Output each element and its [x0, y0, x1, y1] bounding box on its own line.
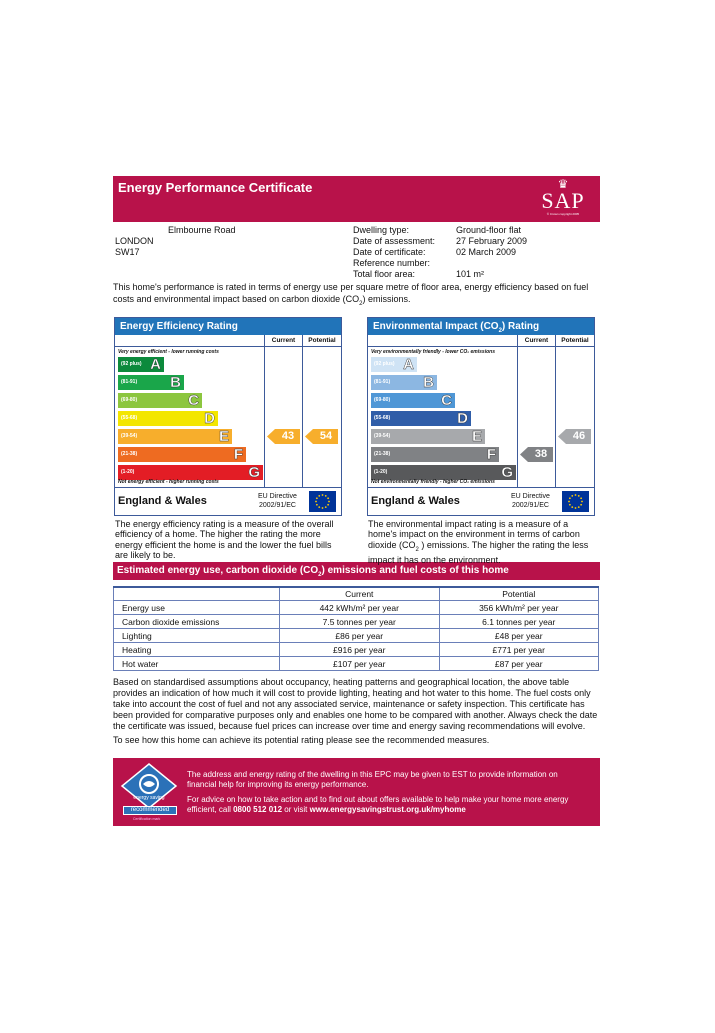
- intro-text-part2: ) emissions.: [362, 294, 411, 304]
- ee-band-range: (55-68): [121, 414, 138, 421]
- ee-description: The energy efficiency rating is a measure of the overall efficiency of a home. The higher the rating the more energy efficient the home is and the lower the fuel bills are likely to be.: [115, 518, 334, 561]
- est-or-visit: or visit: [284, 805, 308, 815]
- est-footer-line1: The address and energy rating of the dwelling in this EPC may be given to EST to provide information on financial help for improving its energy performance.: [187, 770, 558, 790]
- ei-band-b: [371, 375, 437, 390]
- table-row: [114, 601, 599, 615]
- ei-band-letter: E: [471, 427, 482, 445]
- ei-band-d: [371, 411, 471, 426]
- ei-band-range: (92 plus): [374, 360, 395, 367]
- address-street: Elmbourne Road: [168, 225, 236, 235]
- ei-description: [368, 519, 596, 566]
- ei-band-range: (69-80): [374, 396, 391, 403]
- meta-value-dwelling: Ground-floor flat: [456, 225, 522, 235]
- ee-band-letter: E: [218, 427, 229, 445]
- ei-current-pointer-value: 38: [534, 447, 548, 460]
- ee-band-letter: A: [150, 355, 161, 373]
- ei-title-part1: Environmental Impact (CO: [373, 320, 499, 332]
- table-row-potential: £87 per year: [439, 657, 599, 671]
- ee-band-e: [118, 429, 232, 444]
- address-postcode: SW17: [115, 247, 140, 257]
- ei-chart-body: [368, 335, 594, 487]
- ei-chart-footer: [368, 487, 594, 515]
- table-header-potential: Potential: [439, 587, 599, 601]
- ee-band-letter: G: [248, 463, 260, 481]
- ei-potential-pointer-value: 46: [572, 429, 586, 442]
- ee-directive-code: 2002/91/EC: [258, 501, 296, 509]
- table-header-row: [114, 587, 599, 601]
- table-row-current: 7.5 tonnes per year: [280, 615, 440, 629]
- potential-note: To see how this home can achieve its potential rating please see the recommended measures.: [113, 735, 490, 746]
- ei-band-range: (1-20): [374, 468, 388, 475]
- ee-band-a: [118, 357, 164, 372]
- table-row-current: £916 per year: [280, 643, 440, 657]
- page-title: Energy Performance Certificate: [118, 180, 313, 195]
- ee-potential-pointer-value: 54: [319, 429, 333, 442]
- ei-directive-code: 2002/91/EC: [511, 501, 549, 509]
- address-block: [113, 222, 600, 278]
- ee-region: England & Wales: [118, 494, 207, 507]
- ei-band-e: [371, 429, 485, 444]
- estimated-table: [113, 586, 599, 672]
- table-header-current: Current: [280, 587, 440, 601]
- table-row-label: Lighting: [114, 629, 280, 643]
- ei-band-range: (39-54): [374, 432, 391, 439]
- ei-col-blank: [368, 335, 517, 347]
- sap-logo: [532, 178, 594, 220]
- table-header-blank: [114, 587, 280, 601]
- ei-band-letter: A: [403, 355, 414, 373]
- est-title-sub: 2: [318, 571, 322, 578]
- meta-label-floor-area: Total floor area:: [353, 269, 416, 279]
- est-phone-number[interactable]: 0800 512 012: [233, 805, 283, 815]
- est-footer-line2-text: For advice on how to take action and to find out about offers available to help make your home more energy efficient, call: [187, 795, 569, 815]
- ei-band-f: [371, 447, 499, 462]
- ee-band-letter: F: [233, 445, 243, 463]
- ee-band-f: [118, 447, 246, 462]
- assumptions-paragraph: Based on standardised assumptions about occupancy, heating patterns and geographical location, the above table provides an indication of how much it will cost to provide lighting, heating and hot water to this home. The fuel costs only take into account the cost of fuel and not any associated service, maintenance or safety inspection. This certificate has been provided for comparative purposes only and enables one home to be compared with another. Always check the date the certificate was issued, because fuel prices can increase over time and energy saving recommendations will evolve.: [113, 677, 598, 732]
- ei-title-part2: ) Rating: [501, 320, 540, 332]
- meta-value-floor-area: 101 m²: [456, 269, 485, 279]
- ei-directive: [511, 492, 550, 510]
- table-row: [114, 643, 599, 657]
- ei-col-divider: [517, 335, 518, 487]
- table-row-potential: 356 kWh/m² per year: [439, 601, 599, 615]
- meta-label-certificate: Date of certificate:: [353, 247, 426, 257]
- ei-band-a: [371, 357, 417, 372]
- table-row-label: Hot water: [114, 657, 280, 671]
- ee-col-current: Current: [265, 335, 302, 347]
- table-row-current: £86 per year: [280, 629, 440, 643]
- est-title-part1: Estimated energy use, carbon dioxide (CO: [117, 564, 319, 576]
- ee-band-range: (21-38): [121, 450, 138, 457]
- intro-text-part1: This home's performance is rated in terms of energy use per square metre of floor area, energy efficiency based on fuel costs and environmental impact based on carbon dioxide (CO: [113, 282, 589, 304]
- ei-band-letter: F: [486, 445, 496, 463]
- ee-band-c: [118, 393, 202, 408]
- ee-band-range: (39-54): [121, 432, 138, 439]
- intro-text-sub: 2: [359, 300, 363, 307]
- ei-desc-sub: 2: [415, 546, 419, 553]
- sap-copyright: © Crown copyright 2005: [546, 212, 580, 216]
- ee-col-divider: [264, 335, 265, 487]
- ee-band-range: (81-91): [121, 378, 138, 385]
- eu-flag-icon: [309, 491, 336, 512]
- ei-potential-pointer: [558, 429, 592, 444]
- table-row: [114, 657, 599, 671]
- ei-band-letter: D: [457, 409, 468, 427]
- ei-top-note: Very environmentally friendly - lower CO₂ emissions: [371, 348, 495, 355]
- rating-charts: [113, 317, 600, 566]
- ei-band-c: [371, 393, 455, 408]
- ee-directive-label: EU Directive: [258, 492, 297, 500]
- ei-band-range: (55-68): [374, 414, 391, 421]
- ee-band-letter: C: [188, 391, 199, 409]
- energy-saving-logo: [119, 762, 179, 824]
- ei-current-pointer: [520, 447, 554, 462]
- ee-band-range: (69-80): [121, 396, 138, 403]
- crown-icon: ♛: [557, 177, 569, 191]
- energy-saving-badge-icon: [119, 762, 179, 808]
- table-row: [114, 629, 599, 643]
- ei-band-g: [371, 465, 516, 480]
- meta-label-dwelling: Dwelling type:: [353, 225, 410, 235]
- ei-col-current: Current: [518, 335, 555, 347]
- ei-chart-title: [368, 318, 594, 335]
- certification-mark: Certification mark: [133, 817, 161, 822]
- epc-page: [113, 176, 600, 826]
- ee-band-d: [118, 411, 218, 426]
- ee-band-range: (1-20): [121, 468, 135, 475]
- ee-band-letter: B: [170, 373, 181, 391]
- ei-region: England & Wales: [371, 494, 460, 507]
- table-row-potential: 6.1 tonnes per year: [439, 615, 599, 629]
- eu-flag-icon: [562, 491, 589, 512]
- table-row-label: Energy use: [114, 601, 280, 615]
- ei-title-sub: 2: [498, 327, 502, 334]
- ee-bottom-note: Not energy efficient - higher running costs: [118, 478, 219, 485]
- sap-logo-text: SAP: [541, 188, 585, 213]
- ee-top-note: Very energy efficient - lower running costs: [118, 348, 219, 355]
- est-footer-line2: [187, 795, 597, 815]
- ei-bottom-note: Not environmentally friendly - higher CO₂ emissions: [371, 478, 495, 485]
- ee-chart-title: Energy Efficiency Rating: [115, 318, 341, 335]
- ei-col-potential: Potential: [556, 335, 594, 347]
- ei-band-letter: B: [423, 373, 434, 391]
- environmental-impact-chart: [367, 317, 595, 516]
- table-row-current: £107 per year: [280, 657, 440, 671]
- meta-label-reference: Reference number:: [353, 258, 431, 268]
- ei-desc-part1: The environmental impact rating is a measure of a home's impact on the environment in terms of carbon dioxide (CO: [368, 518, 580, 550]
- energy-efficiency-chart: [114, 317, 342, 516]
- table-row-potential: £771 per year: [439, 643, 599, 657]
- est-website-link[interactable]: www.energysavingstrust.org.uk/myhome: [309, 805, 466, 815]
- address-city: LONDON: [115, 236, 154, 246]
- certificate-header: [113, 176, 600, 222]
- recommended-badge: recommended: [123, 806, 177, 815]
- ei-desc-part2: ) emissions. The higher the rating the less impact it has on the environment.: [368, 539, 589, 566]
- ei-band-letter: C: [441, 391, 452, 409]
- ei-band-letter: G: [501, 463, 513, 481]
- est-footer: [113, 758, 600, 826]
- meta-value-assessment: 27 February 2009: [456, 236, 528, 246]
- ee-current-pointer-value: 43: [281, 429, 295, 442]
- est-title-part2: ) emissions and fuel costs of this home: [321, 564, 509, 576]
- ee-directive: [258, 492, 297, 510]
- ei-band-range: (81-91): [374, 378, 391, 385]
- ei-band-range: (21-38): [374, 450, 391, 457]
- ee-col-potential: Potential: [303, 335, 341, 347]
- ee-band-b: [118, 375, 184, 390]
- logo-label-text: energy saving: [133, 795, 165, 802]
- ee-potential-pointer: [305, 429, 339, 444]
- table-row-current: 442 kWh/m² per year: [280, 601, 440, 615]
- ee-chart-footer: [115, 487, 341, 515]
- table-row: [114, 615, 599, 629]
- ei-directive-label: EU Directive: [511, 492, 550, 500]
- ee-col-divider: [302, 335, 303, 487]
- ei-col-divider: [555, 335, 556, 487]
- ee-current-pointer: [267, 429, 301, 444]
- ee-band-letter: D: [204, 409, 215, 427]
- meta-label-assessment: Date of assessment:: [353, 236, 436, 246]
- intro-text: [113, 281, 600, 310]
- meta-value-certificate: 02 March 2009: [456, 247, 517, 257]
- ee-band-g: [118, 465, 263, 480]
- table-row-label: Carbon dioxide emissions: [114, 615, 280, 629]
- ee-band-range: (92 plus): [121, 360, 142, 367]
- table-row-potential: £48 per year: [439, 629, 599, 643]
- table-row-label: Heating: [114, 643, 280, 657]
- ee-col-blank: [115, 335, 264, 347]
- ee-chart-body: [115, 335, 341, 487]
